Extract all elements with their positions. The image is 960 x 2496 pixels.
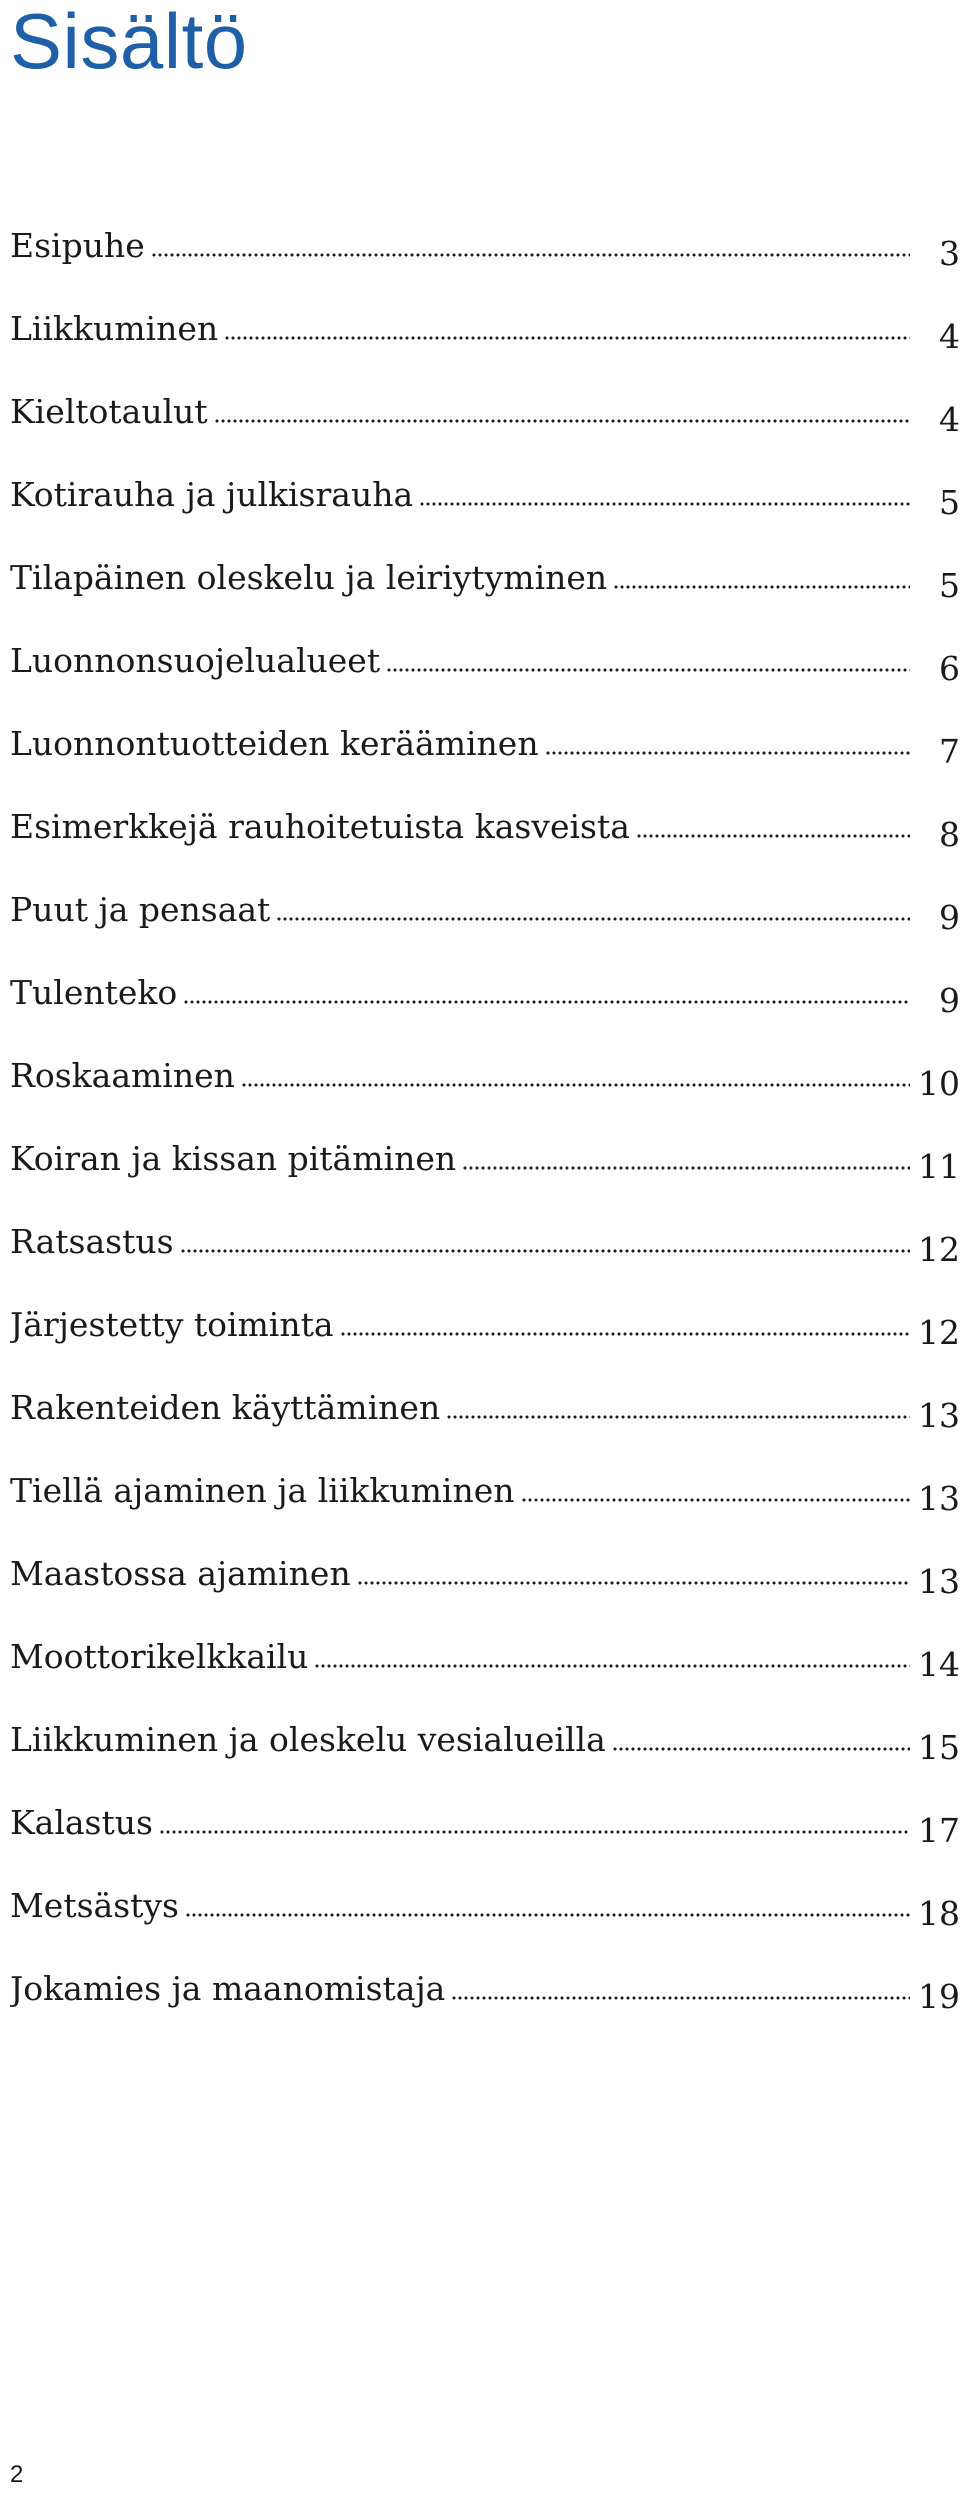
toc-entry-page-number: 9 xyxy=(939,898,960,937)
toc-entry-page-number: 3 xyxy=(939,234,960,273)
toc-entry-title: Roskaaminen xyxy=(10,1056,235,1095)
toc-entry-page-number: 13 xyxy=(918,1562,960,1601)
toc-entry[interactable] xyxy=(10,1549,960,1632)
toc-leader-dots xyxy=(214,419,910,423)
toc-leader-dots xyxy=(159,1830,910,1834)
toc-entry[interactable] xyxy=(10,636,960,719)
toc-entry[interactable] xyxy=(10,1217,960,1300)
toc-entry-label-line xyxy=(10,719,910,769)
toc-leader-dots xyxy=(241,1083,910,1087)
toc-entry-title: Kieltotaulut xyxy=(10,392,208,431)
toc-entry-title: Tilapäinen oleskelu ja leiriytyminen xyxy=(10,558,608,597)
toc-entry-page-number: 12 xyxy=(918,1230,960,1269)
toc-leader-dots xyxy=(612,1747,910,1751)
toc-entry[interactable] xyxy=(10,1881,960,1964)
toc-entry[interactable] xyxy=(10,802,960,885)
toc-entry-title: Tulenteko xyxy=(10,973,178,1012)
toc-leader-dots xyxy=(357,1581,910,1585)
toc-entry[interactable] xyxy=(10,470,960,553)
toc-entry-label-line xyxy=(10,636,910,686)
toc-entry-page-number: 4 xyxy=(939,400,960,439)
toc-entry[interactable] xyxy=(10,1632,960,1715)
toc-entry-page-number: 19 xyxy=(918,1977,960,2016)
toc-entry-title: Metsästys xyxy=(10,1886,179,1925)
toc-entry-page-number: 4 xyxy=(939,317,960,356)
toc-entry-title: Maastossa ajaminen xyxy=(10,1554,351,1593)
toc-leader-dots xyxy=(340,1332,910,1336)
toc-entry-label-line xyxy=(10,304,910,354)
toc-entry-page-number: 15 xyxy=(918,1728,960,1767)
toc-entry-page-number: 18 xyxy=(918,1894,960,1933)
toc-entry-page-number: 13 xyxy=(918,1396,960,1435)
toc-entry-label-line xyxy=(10,1051,910,1101)
toc-entry[interactable] xyxy=(10,1134,960,1217)
toc-leader-dots xyxy=(151,253,910,257)
toc-entry-page-number: 8 xyxy=(939,815,960,854)
toc-entry-title: Liikkuminen xyxy=(10,309,219,348)
toc-entry[interactable] xyxy=(10,1466,960,1549)
toc-entry-title: Moottorikelkkailu xyxy=(10,1637,309,1676)
toc-entry-label-line xyxy=(10,1964,910,2014)
toc-entry-label-line xyxy=(10,1300,910,1350)
toc-entry[interactable] xyxy=(10,1798,960,1881)
toc-entry-title: Esipuhe xyxy=(10,226,145,265)
toc-entry-page-number: 6 xyxy=(939,649,960,688)
toc-entry-label-line xyxy=(10,802,910,852)
toc-entry-label-line xyxy=(10,1881,910,1931)
toc-entry-label-line xyxy=(10,553,910,603)
toc-entry[interactable] xyxy=(10,968,960,1051)
toc-entry-label-line xyxy=(10,1466,910,1516)
toc-entry-page-number: 7 xyxy=(939,732,960,771)
toc-entry[interactable] xyxy=(10,1964,960,2047)
toc-leader-dots xyxy=(183,1000,910,1004)
toc-entry-title: Esimerkkejä rauhoitetuista kasveista xyxy=(10,807,630,846)
toc-leader-dots xyxy=(613,585,910,589)
toc-entry-label-line xyxy=(10,1715,910,1765)
toc-entry-title: Kalastus xyxy=(10,1803,153,1842)
toc-entry[interactable] xyxy=(10,1300,960,1383)
toc-entry-label-line xyxy=(10,1217,910,1267)
toc-leader-dots xyxy=(276,917,910,921)
toc-entry-label-line xyxy=(10,1134,910,1184)
toc-entry-page-number: 13 xyxy=(918,1479,960,1518)
toc-leader-dots xyxy=(224,336,910,340)
toc-entry-title: Luonnonsuojelualueet xyxy=(10,641,381,680)
toc-entry[interactable] xyxy=(10,387,960,470)
page-title: Sisältö xyxy=(10,0,248,85)
toc-entry-title: Puut ja pensaat xyxy=(10,890,271,929)
toc-leader-dots xyxy=(545,751,910,755)
toc-entry-page-number: 14 xyxy=(918,1645,960,1684)
toc-entry-page-number: 12 xyxy=(918,1313,960,1352)
toc-entry-page-number: 9 xyxy=(939,981,960,1020)
toc-entry-title: Koiran ja kissan pitäminen xyxy=(10,1139,457,1178)
toc-leader-dots xyxy=(451,1996,910,2000)
toc-leader-dots xyxy=(446,1415,910,1419)
toc-entry[interactable] xyxy=(10,1051,960,1134)
toc-leader-dots xyxy=(185,1913,910,1917)
toc-entry-page-number: 10 xyxy=(918,1064,960,1103)
toc-entry-page-number: 11 xyxy=(918,1147,960,1186)
toc-entry-label-line xyxy=(10,470,910,520)
toc-entry-label-line xyxy=(10,1632,910,1682)
toc-entry[interactable] xyxy=(10,719,960,802)
toc-entry[interactable] xyxy=(10,1383,960,1466)
toc-entry[interactable] xyxy=(10,304,960,387)
toc-entry-label-line xyxy=(10,387,910,437)
toc-entry-label-line xyxy=(10,1383,910,1433)
toc-entry-page-number: 5 xyxy=(939,566,960,605)
toc-entry[interactable] xyxy=(10,553,960,636)
toc-entry-title: Järjestetty toiminta xyxy=(10,1305,334,1344)
toc-entry-page-number: 5 xyxy=(939,483,960,522)
toc-leader-dots xyxy=(636,834,910,838)
toc-leader-dots xyxy=(521,1498,910,1502)
toc-leader-dots xyxy=(314,1664,910,1668)
table-of-contents xyxy=(10,221,960,2047)
toc-entry-label-line xyxy=(10,1549,910,1599)
toc-entry-page-number: 17 xyxy=(918,1811,960,1850)
toc-entry-title: Jokamies ja maanomistaja xyxy=(10,1969,446,2008)
toc-entry[interactable] xyxy=(10,885,960,968)
toc-entry-title: Rakenteiden käyttäminen xyxy=(10,1388,441,1427)
toc-entry-title: Liikkuminen ja oleskelu vesialueilla xyxy=(10,1720,606,1759)
page-number: 2 xyxy=(10,2461,24,2488)
toc-leader-dots xyxy=(419,502,910,506)
toc-leader-dots xyxy=(180,1249,910,1253)
toc-entry-title: Luonnontuotteiden kerääminen xyxy=(10,724,539,763)
toc-entry-title: Tiellä ajaminen ja liikkuminen xyxy=(10,1471,515,1510)
toc-entry[interactable] xyxy=(10,1715,960,1798)
toc-entry-label-line xyxy=(10,1798,910,1848)
toc-entry-title: Kotirauha ja julkisrauha xyxy=(10,475,414,514)
toc-entry-label-line xyxy=(10,968,910,1018)
toc-entry-label-line xyxy=(10,221,910,271)
toc-leader-dots xyxy=(386,668,910,672)
toc-entry[interactable] xyxy=(10,221,960,304)
toc-entry-title: Ratsastus xyxy=(10,1222,174,1261)
toc-leader-dots xyxy=(462,1166,910,1170)
toc-entry-label-line xyxy=(10,885,910,935)
